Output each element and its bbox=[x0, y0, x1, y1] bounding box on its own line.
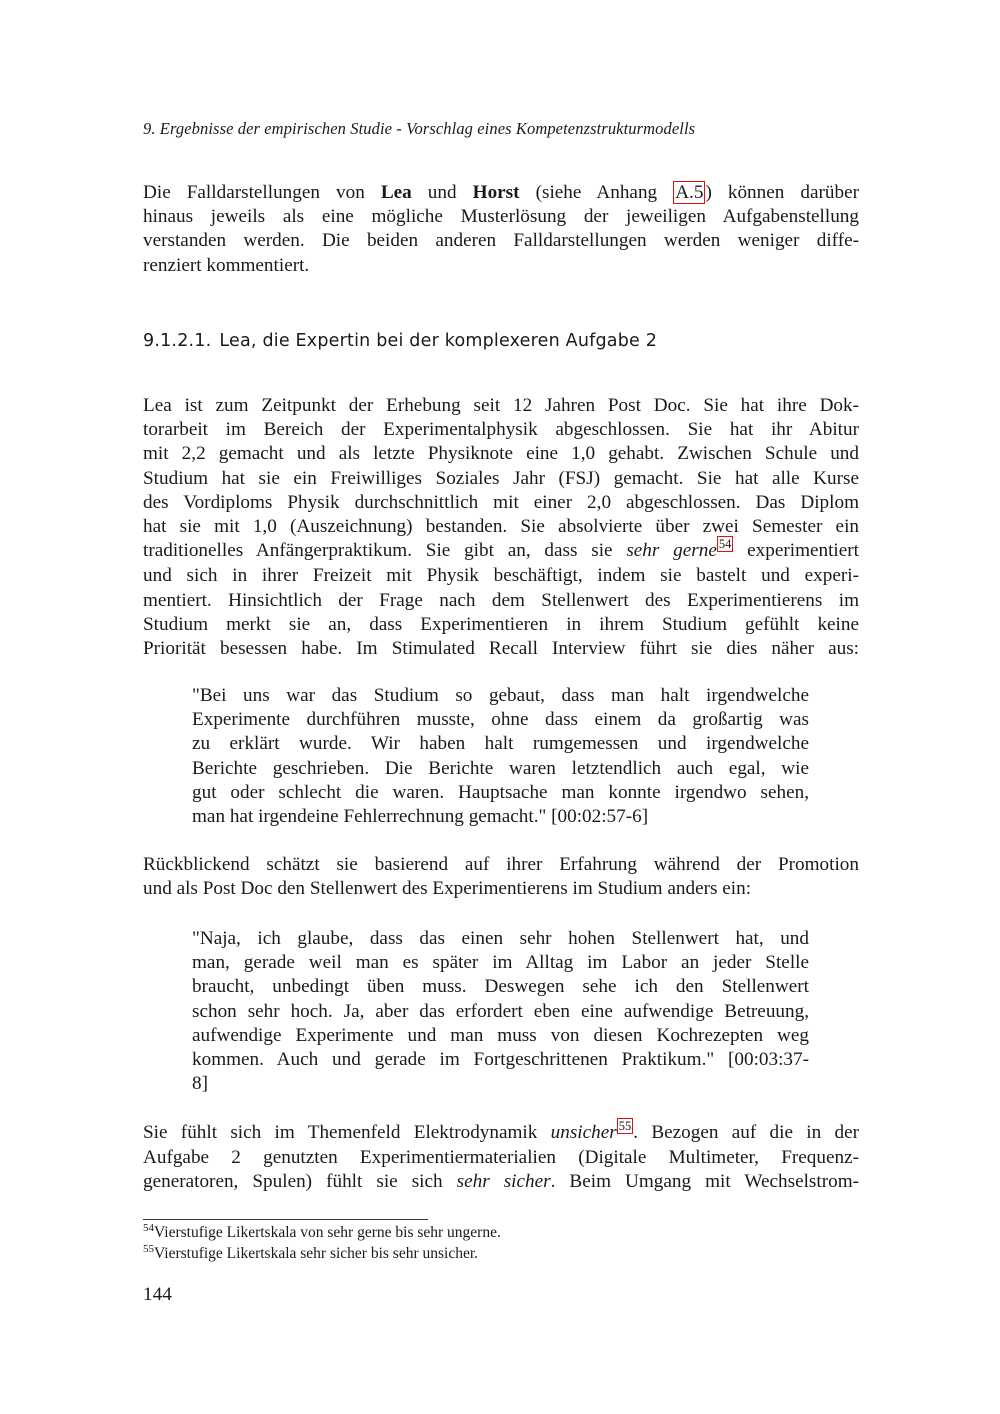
text-run: ) können darüber bbox=[705, 182, 859, 203]
text-line: Berichte geschrieben. Die Berichte waren letztendlich auch egal, wie bbox=[192, 757, 809, 779]
appendix-link[interactable]: A.5 bbox=[675, 182, 704, 203]
footnote-54 bbox=[143, 1223, 501, 1244]
section-title: Lea, die Expertin bei der komplexeren Aufgabe 2 bbox=[219, 331, 658, 351]
text-line: braucht, unbedingt üben muss. Deswegen sehe ich den Stellenwert bbox=[192, 976, 809, 998]
text-line: Priorität besessen habe. Im Stimulated Recall Interview führt sie dies näher aus: bbox=[143, 638, 859, 660]
text-line: man, gerade weil man es später im Alltag im Labor an jeder Stelle bbox=[192, 952, 809, 974]
block-quote-1 bbox=[192, 684, 809, 829]
text-line: und sich in ihrer Freizeit mit Physik beschäftigt, indem sie bastelt und experi- bbox=[143, 565, 859, 587]
text-run: generatoren, Spulen) fühlt sie sich bbox=[143, 1171, 457, 1193]
footnote-link-55[interactable]: 55 bbox=[618, 1119, 632, 1133]
text-line: schon sehr hoch. Ja, aber das erfordert eben eine aufwendige Betreuung, bbox=[192, 1000, 809, 1022]
page-number: 144 bbox=[143, 1284, 172, 1305]
text-run: experimentiert bbox=[733, 540, 859, 562]
text-run: . Bezogen auf die in der bbox=[633, 1122, 859, 1143]
text-run: Sie fühlt sich im Themenfeld Elektrodynamik bbox=[143, 1122, 551, 1143]
text-run: Die Falldarstellungen von bbox=[143, 182, 381, 203]
name-lea: Lea bbox=[380, 182, 412, 203]
text-line: Studium hat sie ein Freiwilliges Soziales Jahr (FSJ) gemacht. Sie hat alle Kurse bbox=[143, 467, 859, 489]
emphasis: sehr gerne bbox=[626, 540, 717, 562]
text-line: hinaus jeweils als eine mögliche Musterlösung der jeweiligen Aufgabenstellung bbox=[143, 206, 859, 228]
text-line: "Bei uns war das Studium so gebaut, dass man halt irgendwelche bbox=[192, 685, 809, 706]
text-line: Aufgabe 2 genutzten Experimentiermaterialien (Digitale Multimeter, Frequenz- bbox=[143, 1147, 859, 1169]
text-line: kommen. Auch und gerade im Fortgeschrittenen Praktikum." [00:03:37- bbox=[192, 1049, 809, 1071]
text-run: . Beim Umgang mit Wechselstrom- bbox=[550, 1171, 860, 1193]
text-line: Rückblickend schätzt sie basierend auf ihrer Erfahrung während der Promotion bbox=[143, 854, 859, 875]
footnote-mark: 55 bbox=[143, 1243, 154, 1255]
block-quote-2 bbox=[192, 927, 809, 1096]
running-head: 9. Ergebnisse der empirischen Studie - Vorschlag eines Kompetenzstrukturmodells bbox=[143, 119, 696, 138]
text-line: Experimente durchführen musste, ohne dass einem da großartig was bbox=[192, 709, 809, 731]
text-line: verstanden werden. Die beiden anderen Falldarstellungen werden weniger diffe- bbox=[143, 230, 859, 252]
footnote-55 bbox=[143, 1244, 478, 1265]
emphasis: unsicher bbox=[550, 1122, 617, 1143]
text-line: Lea ist zum Zeitpunkt der Erhebung seit 12 Jahren Post Doc. Sie hat ihre Dok- bbox=[143, 395, 859, 416]
section-number: 9.1.2.1. bbox=[143, 331, 212, 351]
text-line: Studium merkt sie an, dass Experimentieren in ihrem Studium gefühlt keine bbox=[143, 613, 859, 635]
text-line: mentiert. Hinsichtlich der Frage nach dem Stellenwert des Experimentierens im bbox=[143, 589, 859, 611]
footnote-text: Vierstufige Likertskala von sehr gerne bis sehr ungerne. bbox=[154, 1224, 501, 1241]
text-line: 8] bbox=[192, 1073, 208, 1095]
text-line: mit 2,2 gemacht und als letzte Physiknote eine 1,0 gehabt. Zwischen Schule und bbox=[143, 443, 859, 465]
paragraph-1 bbox=[143, 394, 859, 661]
text-run: (siehe Anhang bbox=[519, 182, 674, 203]
text-line: man hat irgendeine Fehlerrechnung gemacht." [00:02:57-6] bbox=[192, 806, 649, 828]
text-line: und als Post Doc den Stellenwert des Experimentierens im Studium anders ein: bbox=[143, 878, 752, 900]
text-line: aufwendige Experimente und man muss von diesen Kochrezepten weg bbox=[192, 1024, 809, 1046]
text-run: traditionelles Anfängerpraktikum. Sie gibt an, dass sie bbox=[143, 540, 627, 562]
footnote-link-54[interactable]: 54 bbox=[718, 537, 732, 552]
text-line: renziert kommentiert. bbox=[143, 254, 310, 276]
footnote-text: Vierstufige Likertskala sehr sicher bis sehr unsicher. bbox=[154, 1245, 479, 1262]
text-line: des Vordiploms Physik durchschnittlich mit einer 2,0 abgeschlossen. Das Diplom bbox=[143, 491, 859, 513]
text-line bbox=[143, 539, 859, 564]
paragraph-2 bbox=[143, 853, 859, 901]
name-horst: Horst bbox=[472, 182, 520, 203]
text-line: gut oder schlecht die waren. Hauptsache man konnte irgendwo sehen, bbox=[192, 781, 809, 803]
emphasis: sehr sicher bbox=[456, 1171, 551, 1193]
text-line bbox=[143, 181, 859, 205]
text-line: zu erklärt wurde. Wir haben halt rumgemessen und irgendwelche bbox=[192, 733, 809, 755]
text-line: "Naja, ich glaube, dass das einen sehr hohen Stellenwert hat, und bbox=[192, 928, 809, 949]
text-line: torarbeit im Bereich der Experimentalphysik abgeschlossen. Sie hat ihr Abitur bbox=[143, 419, 859, 441]
text-line bbox=[143, 1121, 859, 1146]
footnote-mark: 54 bbox=[143, 1222, 154, 1234]
paragraph-3 bbox=[143, 1121, 859, 1195]
intro-paragraph bbox=[143, 181, 859, 278]
section-heading bbox=[143, 331, 657, 351]
text-line bbox=[143, 1170, 859, 1194]
footnote-rule bbox=[143, 1219, 428, 1220]
text-line: hat sie mit 1,0 (Auszeichnung) bestanden. Sie absolvierte über zwei Semester ein bbox=[143, 516, 859, 538]
text-run: und bbox=[411, 182, 473, 203]
